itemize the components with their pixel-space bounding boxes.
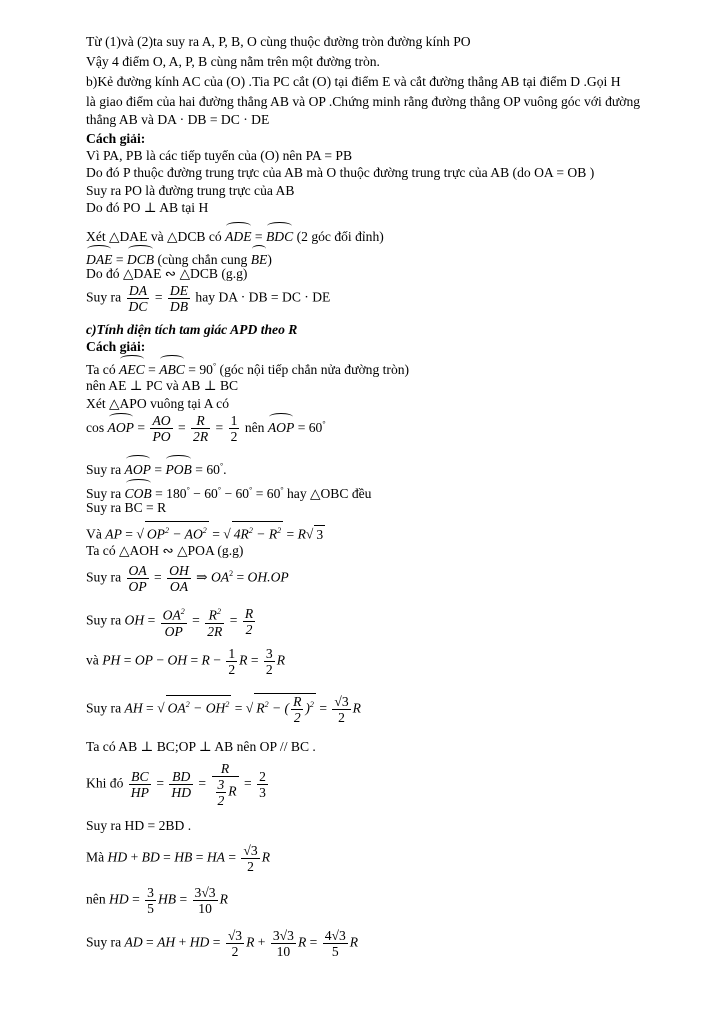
math-line: Khi đó $\frac{BC}{HP}$ = $\frac{BD}{HD}$ = R $\frac{3}{2}$ R = $\frac{2}{3}$	[86, 761, 266, 808]
text-line: Do đó PO ⊥ AB tại H	[86, 200, 209, 215]
fraction: $\frac{R}{2R}$	[193, 413, 209, 445]
text-segment: Mà	[86, 849, 105, 865]
math-line: Suy ra $\frac{DA}{DC}$ = $\frac{DE}{DB}$ hay DA · DB = DC · DE	[86, 283, 331, 314]
text-segment: (cùng chắn cung	[157, 252, 248, 267]
text-segment: nên	[244, 420, 265, 435]
text-line: Xét △APO vuông tại A có	[86, 396, 229, 411]
arc-symbol: AOP	[108, 413, 134, 436]
text-segment: (2 góc đối đỉnh)	[296, 229, 384, 244]
text-segment: hay DA · DB = DC · DE	[195, 289, 331, 305]
fraction: $\frac{DE}{DB}$	[169, 283, 189, 314]
text-line: Từ (1)và (2)ta suy ra A, P, B, O cùng thuộc đường tròn đường kính PO	[86, 34, 471, 49]
fraction: $\frac{1}{2}$	[230, 413, 238, 445]
text-line: Do đó △DAE ∾ △DCB (g.g)	[86, 266, 248, 281]
arc-symbol: ADE	[225, 222, 251, 245]
text-line: Ta có △AOH ∾ △POA (g.g)	[86, 543, 244, 558]
fraction: $\frac{DA}{DC}$	[128, 283, 148, 314]
text-segment: Xét △DAE và △DCB có	[86, 229, 222, 244]
text-segment: Suy ra	[86, 462, 122, 477]
text-segment: nên	[86, 891, 106, 907]
fraction: $\frac{R^2}{2R}$	[205, 604, 224, 639]
fraction: $\frac{√3}{2}$	[243, 843, 258, 874]
fraction: $\frac{1}{2}$	[228, 646, 236, 677]
arc-symbol: DCB	[127, 245, 154, 268]
text-line: Suy ra HD = 2BD .	[86, 818, 192, 833]
text-segment: Suy ra	[86, 612, 122, 628]
text-line: b)Kẻ đường kính AC của (O) .Tia PC cắt (O) tại điểm E và cắt đường thẳng AB tại điểm D .Gọi H	[86, 74, 621, 89]
arc-symbol: ABC	[159, 355, 185, 378]
text-segment: Và	[86, 526, 102, 542]
fraction: $\frac{2}{3}$	[259, 769, 266, 800]
fraction: $\frac{3}{2}$	[265, 646, 273, 677]
arc-symbol: AEC	[119, 355, 145, 378]
fraction: $\frac{R}{2}$	[244, 605, 254, 637]
fraction: $\frac{BD}{HD}$	[171, 769, 192, 800]
text-line: Suy ra BC = R	[86, 500, 167, 515]
text-line: Suy ra PO là đường trung trực của AB	[86, 183, 295, 198]
text-segment: Suy ra	[86, 934, 122, 950]
fraction: $\frac{√3}{2}$	[227, 928, 243, 959]
fraction: $\frac{3√3}{10}$	[272, 928, 294, 959]
fraction: $\frac{3}{5}$	[147, 885, 154, 916]
text-segment: Ta có	[86, 362, 116, 377]
arc-symbol: BE	[251, 245, 268, 268]
math-line: Suy ra AH = √ $OA^2 - OH^2$ = √ $R^2$ − ( $\frac{R}{2}$ )$^2$ = $\frac{√3}{2}$ R	[86, 694, 361, 725]
text-segment: Suy ra	[86, 700, 122, 716]
math-line: Mà HD + BD = HB = HA = $\frac{√3}{2}$ R	[86, 843, 270, 874]
math-line: Xét △DAE và △DCB có ADE = BDC (2 góc đối đỉnh)	[86, 222, 384, 245]
math-line: DAE = DCB (cùng chắn cung BE)	[86, 245, 272, 268]
text-segment: Suy ra	[86, 289, 122, 305]
fraction: $\frac{√3}{2}$	[334, 694, 349, 725]
fraction: R $\frac{3}{2}$ R	[212, 761, 239, 808]
section-heading: c)Tính diện tích tam giác APD theo R	[86, 322, 298, 337]
text-line: Ta có AB ⊥ BC;OP ⊥ AB nên OP // BC .	[86, 739, 316, 754]
text-line: Vậy 4 điểm O, A, P, B cùng nằm trên một đường tròn.	[86, 54, 380, 69]
text-line: thẳng AB và DA · DB = DC · DE	[86, 112, 270, 127]
text-segment: và	[86, 652, 99, 668]
math-line: cos AOP = $\frac{AO}{PO}$ = $\frac{R}{2R}$ = $\frac{1}{2}$ nên AOP = 60°	[86, 413, 326, 445]
math-line: nên HD = $\frac{3}{5}$ HB = $\frac{3√3}{10}$ R	[86, 885, 228, 916]
text-segment: hay △OBC đều	[286, 486, 372, 501]
math-line: Suy ra AD = AH + HD = $\frac{√3}{2}$ R + $\frac{3√3}{10}$ R = $\frac{4√3}{5}$ R	[86, 928, 359, 959]
math-line: Suy ra OH = $\frac{OA^2}{OP}$ = $\frac{R^2}{2R}$ = $\frac{R}{2}$	[86, 605, 254, 639]
fraction: $\frac{4√3}{5}$	[324, 928, 346, 959]
text-line: Do đó P thuộc đường trung trực của AB mà O thuộc đường trung trực của AB (do OA = OB )	[86, 165, 595, 180]
math-line: Ta có AEC = ABC = 90° (góc nội tiếp chắn nửa đường tròn)	[86, 355, 409, 378]
fraction: $\frac{OH}{OA}$	[169, 563, 189, 594]
text-segment: Suy ra	[86, 569, 122, 585]
math-line: Suy ra $\frac{OA}{OP}$ = $\frac{OH}{OA}$ ⇒ $OA^2 = OH.OP$	[86, 563, 289, 594]
fraction: $\frac{OA^2}{OP}$	[161, 604, 187, 639]
section-heading: Cách giải:	[86, 339, 146, 354]
arc-symbol: COB	[125, 479, 152, 502]
section-heading: Cách giải:	[86, 131, 146, 146]
arc-symbol: POB	[165, 455, 191, 478]
math-line: Suy ra COB = 180° − 60° − 60° = 60° hay △OBC đều	[86, 479, 371, 502]
text-line: Vì PA, PB là các tiếp tuyến của (O) nên PA = PB	[86, 148, 353, 163]
fraction: $\frac{3√3}{10}$	[194, 885, 216, 916]
arc-symbol: AOP	[125, 455, 151, 478]
text-segment: Suy ra	[86, 486, 122, 501]
text-line: là giao điểm của hai đường thẳng AB và OP .Chứng minh rằng đường thẳng OP vuông góc với đường	[86, 94, 641, 109]
math-line: Suy ra AOP = POB = 60°.	[86, 455, 227, 478]
text-segment: (góc nội tiếp chắn nửa đường tròn)	[219, 362, 410, 377]
fraction: $\frac{BC}{HP}$	[130, 769, 149, 800]
math-line: và PH = OP − OH = R − $\frac{1}{2}$ R = $\frac{3}{2}$ R	[86, 646, 286, 677]
text-segment: Khi đó	[86, 775, 124, 791]
fraction: $\frac{OA}{OP}$	[128, 563, 147, 594]
fraction: $\frac{AO}{PO}$	[152, 413, 171, 445]
math-line: Và AP = √ $OP^2 - AO^2$ = √ $4R^2 - R^2 = R√$ 3	[86, 521, 325, 543]
arc-symbol: AOP	[268, 413, 294, 436]
arc-symbol: DAE	[86, 245, 112, 268]
arc-symbol: BDC	[266, 222, 293, 245]
text-line: nên AE ⊥ PC và AB ⊥ BC	[86, 378, 239, 393]
